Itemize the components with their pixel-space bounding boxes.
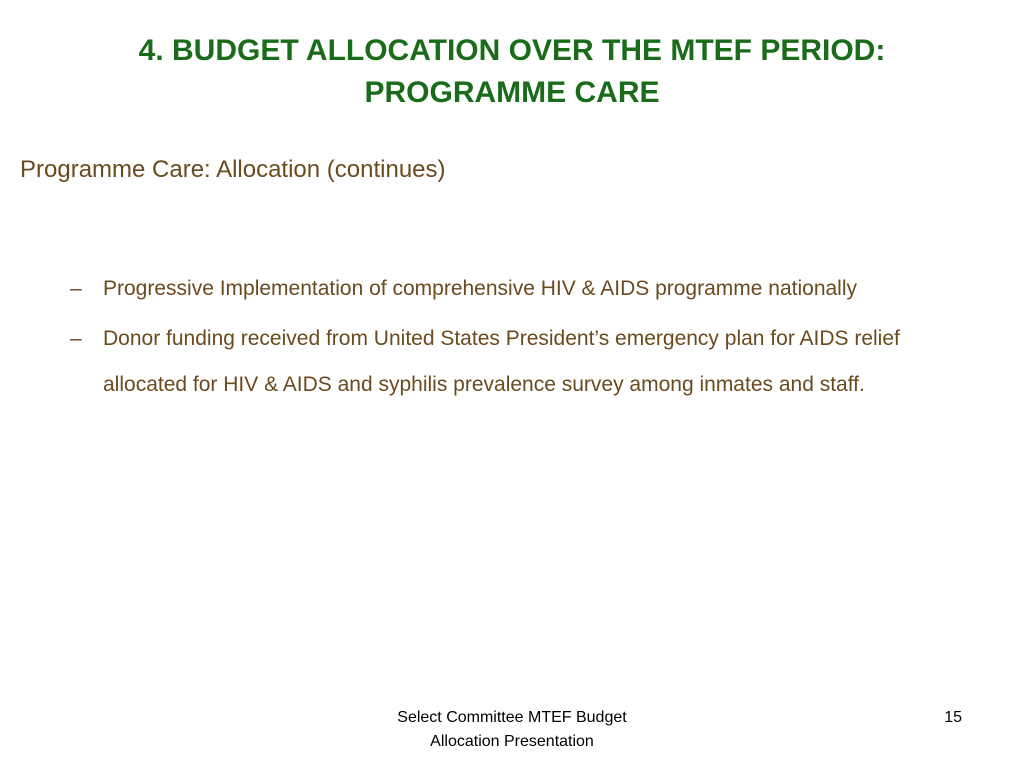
page-number: 15 [944, 709, 962, 726]
slide-subtitle: Programme Care: Allocation (continues) [20, 156, 446, 183]
slide-title-line-2: PROGRAMME CARE [364, 76, 660, 109]
bullet-item [70, 266, 970, 312]
bullet-list [70, 266, 970, 412]
bullet-text: Donor funding received from United States President’s emergency plan for AIDS relief allocated for HIV & AIDS and syphilis prevalence survey among inmates and staff. [103, 327, 900, 396]
footer-text [362, 706, 662, 754]
bullet-dash: – [70, 327, 82, 350]
bullet-text: Progressive Implementation of comprehensive HIV & AIDS programme nationally [103, 277, 858, 300]
bullet-item [70, 316, 970, 408]
slide-title [40, 30, 984, 114]
footer-line-2: Allocation Presentation [430, 733, 594, 750]
bullet-dash: – [70, 277, 82, 300]
footer-line-1: Select Committee MTEF Budget [397, 709, 627, 726]
slide-title-line-1: 4. BUDGET ALLOCATION OVER THE MTEF PERIOD: [138, 34, 886, 67]
